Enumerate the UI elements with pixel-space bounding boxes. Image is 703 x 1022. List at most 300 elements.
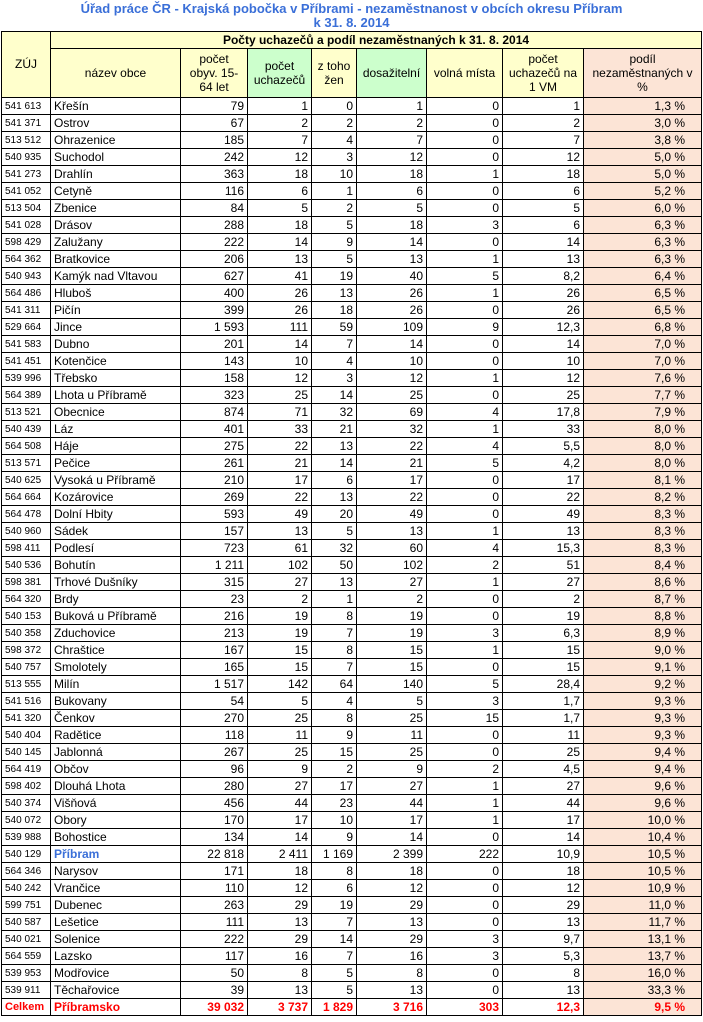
pop-cell: 1 211 [181,557,248,574]
vacancies-cell: 0 [427,914,503,931]
name-cell: Lešetice [51,914,181,931]
vacancies-cell: 1 [427,642,503,659]
pop-cell: 627 [181,268,248,285]
pop-cell: 275 [181,438,248,455]
zuj-cell: 540 145 [2,744,51,761]
women-cell: 10 [312,812,357,829]
name-cell: Dubno [51,336,181,353]
applicants-cell: 49 [248,506,312,523]
applicants-cell: 71 [248,404,312,421]
available-cell: 40 [357,268,427,285]
zuj-cell: 541 311 [2,302,51,319]
total-applicants: 3 737 [248,999,312,1016]
zuj-cell: 529 664 [2,319,51,336]
women-cell: 1 [312,591,357,608]
zuj-cell: 541 516 [2,693,51,710]
share-cell: 10,5 % [584,863,702,880]
name-cell: Bohostice [51,829,181,846]
table-row [2,812,702,829]
table-row [2,336,702,353]
available-cell: 27 [357,574,427,591]
available-cell: 10 [357,353,427,370]
name-cell: Trhové Dušníky [51,574,181,591]
applicants-cell: 13 [248,523,312,540]
per-vm-cell: 26 [503,302,584,319]
share-cell: 10,9 % [584,880,702,897]
applicants-cell: 14 [248,234,312,251]
applicants-cell: 142 [248,676,312,693]
zuj-cell: 540 943 [2,268,51,285]
name-cell: Suchodol [51,149,181,166]
pop-cell: 723 [181,540,248,557]
table-row [2,489,702,506]
name-cell: Dlouhá Lhota [51,778,181,795]
name-cell: Jablonná [51,744,181,761]
pop-cell: 110 [181,880,248,897]
pop-cell: 280 [181,778,248,795]
share-cell: 7,7 % [584,387,702,404]
table-row [2,676,702,693]
vacancies-cell: 0 [427,659,503,676]
per-vm-cell: 33 [503,421,584,438]
table-row [2,846,702,863]
women-cell: 6 [312,472,357,489]
table-row [2,642,702,659]
vacancies-cell: 0 [427,98,503,115]
table-row [2,319,702,336]
available-cell: 11 [357,727,427,744]
vacancies-cell: 0 [427,183,503,200]
table-row [2,353,702,370]
per-vm-cell: 1,7 [503,710,584,727]
vacancies-cell: 1 [427,778,503,795]
per-vm-cell: 13 [503,251,584,268]
available-cell: 27 [357,778,427,795]
name-cell: Chraštice [51,642,181,659]
zuj-cell: 513 521 [2,404,51,421]
per-vm-cell: 4,5 [503,761,584,778]
share-cell: 13,1 % [584,931,702,948]
per-vm-cell: 6,3 [503,625,584,642]
name-cell: Smolotely [51,659,181,676]
women-cell: 20 [312,506,357,523]
pop-cell: 84 [181,200,248,217]
per-vm-cell: 1 [503,98,584,115]
women-cell: 15 [312,744,357,761]
zuj-cell: 513 504 [2,200,51,217]
total-share: 9,5 % [584,999,702,1016]
share-cell: 6,3 % [584,251,702,268]
table-row [2,778,702,795]
available-cell: 18 [357,166,427,183]
available-cell: 13 [357,914,427,931]
available-cell: 8 [357,965,427,982]
available-cell: 7 [357,132,427,149]
zuj-cell: 540 374 [2,795,51,812]
zuj-cell: 540 358 [2,625,51,642]
vacancies-cell: 0 [427,149,503,166]
share-cell: 9,1 % [584,659,702,676]
women-cell: 23 [312,795,357,812]
per-vm-cell: 18 [503,166,584,183]
per-vm-cell: 1,7 [503,693,584,710]
pop-cell: 50 [181,965,248,982]
zuj-cell: 598 381 [2,574,51,591]
applicants-cell: 26 [248,302,312,319]
vacancies-cell: 0 [427,965,503,982]
table-row [2,132,702,149]
report-title [0,0,703,31]
table-row [2,761,702,778]
applicants-cell: 22 [248,489,312,506]
vacancies-cell: 3 [427,217,503,234]
report-title-line2: k 31. 8. 2014 [313,15,390,30]
zuj-cell: 540 536 [2,557,51,574]
table-row [2,897,702,914]
vacancies-cell: 1 [427,795,503,812]
share-cell: 6,0 % [584,200,702,217]
per-vm-cell: 29 [503,897,584,914]
table-row [2,370,702,387]
col-zuj-header: ZÚJ [2,32,51,98]
applicants-cell: 13 [248,251,312,268]
zuj-cell: 540 625 [2,472,51,489]
per-vm-cell: 4,2 [503,455,584,472]
share-cell: 5,0 % [584,149,702,166]
per-vm-cell: 25 [503,387,584,404]
vacancies-cell: 4 [427,438,503,455]
zuj-cell: 513 512 [2,132,51,149]
women-cell: 14 [312,931,357,948]
applicants-cell: 29 [248,931,312,948]
total-pop: 39 032 [181,999,248,1016]
zuj-cell: 541 028 [2,217,51,234]
per-vm-cell: 9,7 [503,931,584,948]
col-share-header: podíl nezaměstnaných v % [584,49,702,98]
table-row [2,438,702,455]
table-row [2,268,702,285]
zuj-cell: 540 757 [2,659,51,676]
applicants-cell: 26 [248,285,312,302]
vacancies-cell: 5 [427,268,503,285]
per-vm-cell: 6 [503,217,584,234]
pop-cell: 456 [181,795,248,812]
name-cell: Dubenec [51,897,181,914]
zuj-cell: 564 559 [2,948,51,965]
col-vacancies-header: volná místa [427,49,503,98]
table-row [2,931,702,948]
name-cell: Hluboš [51,285,181,302]
zuj-cell: 540 242 [2,880,51,897]
vacancies-cell: 0 [427,353,503,370]
share-cell: 5,2 % [584,183,702,200]
total-row [2,999,702,1016]
name-cell: Lazsko [51,948,181,965]
available-cell: 25 [357,744,427,761]
share-cell: 6,8 % [584,319,702,336]
report-title-line1: Úřad práce ČR - Krajská pobočka v Příbrami - nezaměstnanost v obcích okresu Příbram [80,1,623,16]
pop-cell: 261 [181,455,248,472]
available-cell: 32 [357,421,427,438]
name-cell: Solenice [51,931,181,948]
pop-cell: 401 [181,421,248,438]
col-name-header: název obce [51,49,181,98]
vacancies-cell: 3 [427,625,503,642]
table-row [2,693,702,710]
per-vm-cell: 27 [503,778,584,795]
zuj-cell: 598 402 [2,778,51,795]
available-cell: 17 [357,472,427,489]
women-cell: 5 [312,251,357,268]
applicants-cell: 14 [248,829,312,846]
vacancies-cell: 0 [427,727,503,744]
table-row [2,166,702,183]
women-cell: 21 [312,421,357,438]
women-cell: 64 [312,676,357,693]
available-cell: 5 [357,693,427,710]
zuj-cell: 541 371 [2,115,51,132]
share-cell: 10,4 % [584,829,702,846]
name-cell: Obecnice [51,404,181,421]
women-cell: 13 [312,285,357,302]
pop-cell: 323 [181,387,248,404]
share-cell: 9,6 % [584,778,702,795]
share-cell: 8,0 % [584,455,702,472]
zuj-cell: 564 320 [2,591,51,608]
share-cell: 7,0 % [584,336,702,353]
women-cell: 2 [312,761,357,778]
table-row [2,523,702,540]
vacancies-cell: 3 [427,693,503,710]
table-row [2,506,702,523]
pop-cell: 167 [181,642,248,659]
available-cell: 18 [357,863,427,880]
women-cell: 5 [312,217,357,234]
share-cell: 10,5 % [584,846,702,863]
name-cell: Zalužany [51,234,181,251]
per-vm-cell: 19 [503,608,584,625]
name-cell: Pičín [51,302,181,319]
per-vm-cell: 13 [503,982,584,999]
name-cell: Pečice [51,455,181,472]
women-cell: 7 [312,659,357,676]
per-vm-cell: 5 [503,200,584,217]
pop-cell: 1 593 [181,319,248,336]
zuj-cell: 541 613 [2,98,51,115]
table-row [2,98,702,115]
available-cell: 26 [357,285,427,302]
table-row [2,472,702,489]
name-cell: Obory [51,812,181,829]
pop-cell: 170 [181,812,248,829]
available-cell: 14 [357,829,427,846]
women-cell: 50 [312,557,357,574]
name-cell: Drásov [51,217,181,234]
share-cell: 9,2 % [584,676,702,693]
women-cell: 19 [312,268,357,285]
name-cell: Višňová [51,795,181,812]
table-row [2,710,702,727]
per-vm-cell: 12 [503,880,584,897]
pop-cell: 116 [181,183,248,200]
pop-cell: 23 [181,591,248,608]
table-row [2,115,702,132]
table-row [2,591,702,608]
available-cell: 22 [357,438,427,455]
name-cell: Buková u Příbramě [51,608,181,625]
per-vm-cell: 10,9 [503,846,584,863]
available-cell: 9 [357,761,427,778]
applicants-cell: 13 [248,982,312,999]
women-cell: 8 [312,863,357,880]
vacancies-cell: 1 [427,421,503,438]
pop-cell: 242 [181,149,248,166]
table-row [2,574,702,591]
vacancies-cell: 1 [427,812,503,829]
name-cell: Těchařovice [51,982,181,999]
per-vm-cell: 18 [503,863,584,880]
available-cell: 69 [357,404,427,421]
share-cell: 8,0 % [584,438,702,455]
zuj-cell: 598 429 [2,234,51,251]
applicants-cell: 25 [248,744,312,761]
applicants-cell: 44 [248,795,312,812]
share-cell: 9,6 % [584,795,702,812]
name-cell: Křešín [51,98,181,115]
per-vm-cell: 11 [503,727,584,744]
pop-cell: 67 [181,115,248,132]
available-cell: 19 [357,608,427,625]
share-cell: 11,7 % [584,914,702,931]
col-available-header: dosažitelní [357,49,427,98]
applicants-cell: 8 [248,965,312,982]
table-row [2,557,702,574]
available-cell: 2 [357,115,427,132]
share-cell: 5,0 % [584,166,702,183]
zuj-cell: 541 320 [2,710,51,727]
applicants-cell: 18 [248,217,312,234]
share-cell: 10,0 % [584,812,702,829]
zuj-cell: 540 587 [2,914,51,931]
table-row [2,217,702,234]
zuj-cell: 541 451 [2,353,51,370]
available-cell: 21 [357,455,427,472]
name-cell: Ostrov [51,115,181,132]
name-cell: Milín [51,676,181,693]
share-cell: 3,8 % [584,132,702,149]
zuj-cell: 564 389 [2,387,51,404]
vacancies-cell: 0 [427,472,503,489]
women-cell: 14 [312,455,357,472]
applicants-cell: 33 [248,421,312,438]
per-vm-cell: 49 [503,506,584,523]
zuj-cell: 540 935 [2,149,51,166]
pop-cell: 118 [181,727,248,744]
per-vm-cell: 14 [503,829,584,846]
pop-cell: 269 [181,489,248,506]
pop-cell: 165 [181,659,248,676]
table-row [2,744,702,761]
per-vm-cell: 8,2 [503,268,584,285]
zuj-cell: 540 404 [2,727,51,744]
women-cell: 14 [312,387,357,404]
pop-cell: 96 [181,761,248,778]
share-cell: 1,3 % [584,98,702,115]
available-cell: 15 [357,642,427,659]
total-label: Celkem [2,999,51,1016]
zuj-cell: 513 571 [2,455,51,472]
share-cell: 8,3 % [584,523,702,540]
vacancies-cell: 0 [427,200,503,217]
applicants-cell: 5 [248,200,312,217]
available-cell: 25 [357,710,427,727]
name-cell: Láz [51,421,181,438]
share-cell: 33,3 % [584,982,702,999]
pop-cell: 171 [181,863,248,880]
share-cell: 9,3 % [584,727,702,744]
share-cell: 6,5 % [584,302,702,319]
zuj-cell: 540 960 [2,523,51,540]
table-row [2,285,702,302]
per-vm-cell: 2 [503,591,584,608]
col-applicants-header: počet uchazečů [248,49,312,98]
per-vm-cell: 5,5 [503,438,584,455]
col-per-vm-header: počet uchazečů na 1 VM [503,49,584,98]
table-row [2,880,702,897]
table-row [2,540,702,557]
vacancies-cell: 0 [427,608,503,625]
table-row [2,625,702,642]
applicants-cell: 27 [248,778,312,795]
pop-cell: 54 [181,693,248,710]
per-vm-cell: 12,3 [503,319,584,336]
per-vm-cell: 17 [503,812,584,829]
pop-cell: 143 [181,353,248,370]
pop-cell: 117 [181,948,248,965]
table-row [2,965,702,982]
women-cell: 3 [312,149,357,166]
share-cell: 8,8 % [584,608,702,625]
table-row [2,302,702,319]
share-cell: 11,0 % [584,897,702,914]
vacancies-cell: 1 [427,523,503,540]
available-cell: 12 [357,880,427,897]
share-cell: 6,3 % [584,234,702,251]
pop-cell: 593 [181,506,248,523]
women-cell: 5 [312,523,357,540]
per-vm-cell: 25 [503,744,584,761]
women-cell: 5 [312,965,357,982]
share-cell: 9,3 % [584,710,702,727]
applicants-cell: 2 411 [248,846,312,863]
vacancies-cell: 0 [427,591,503,608]
applicants-cell: 17 [248,472,312,489]
table-row [2,948,702,965]
applicants-cell: 5 [248,693,312,710]
vacancies-cell: 0 [427,863,503,880]
share-cell: 9,4 % [584,761,702,778]
share-cell: 8,9 % [584,625,702,642]
zuj-cell: 564 664 [2,489,51,506]
women-cell: 13 [312,438,357,455]
zuj-cell: 540 153 [2,608,51,625]
pop-cell: 134 [181,829,248,846]
available-cell: 12 [357,149,427,166]
table-row [2,659,702,676]
vacancies-cell: 5 [427,676,503,693]
unemployment-table [1,31,702,1016]
available-cell: 14 [357,336,427,353]
